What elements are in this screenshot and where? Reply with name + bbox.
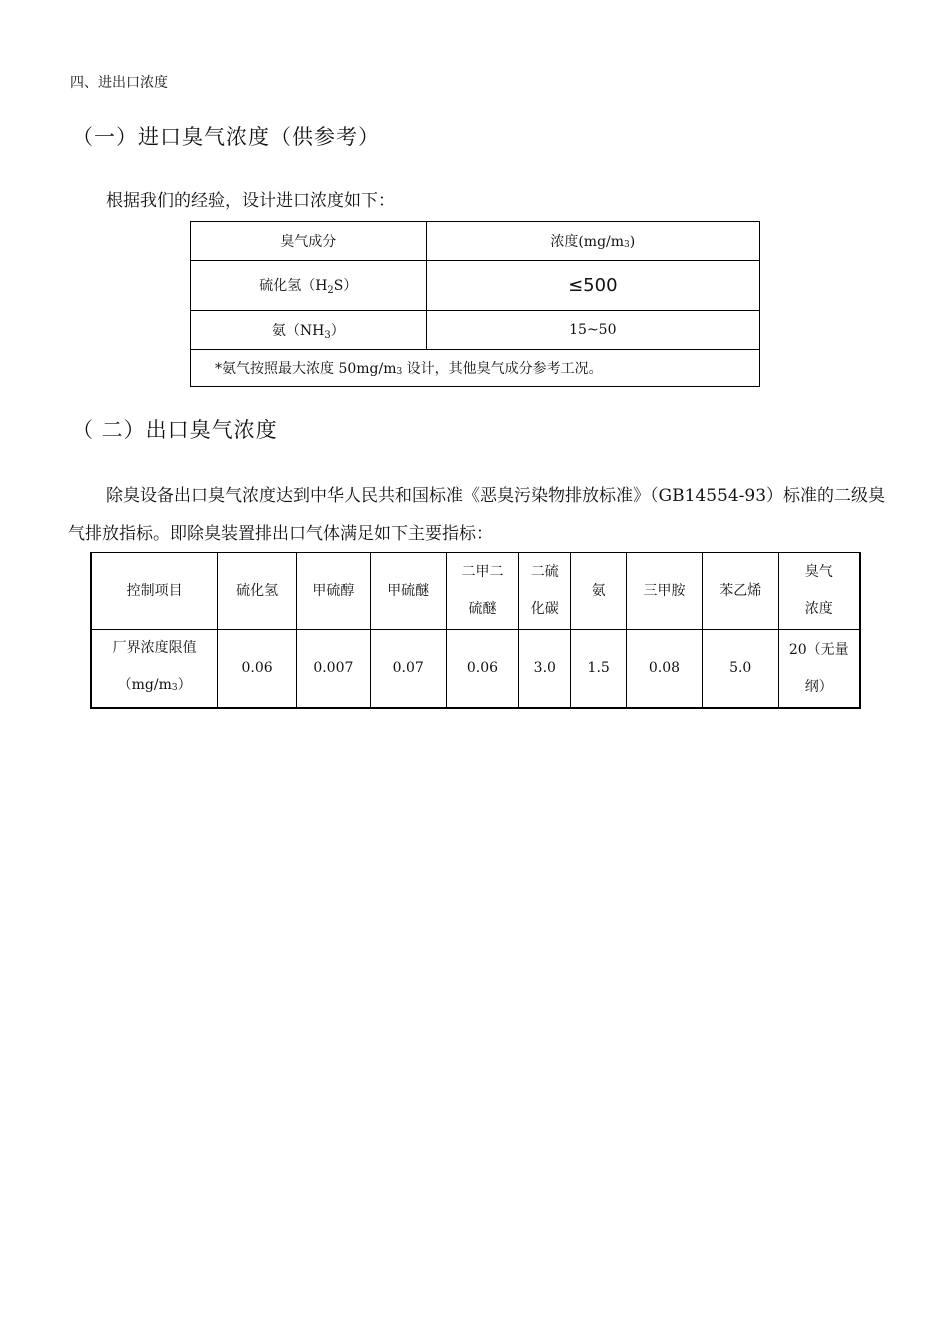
table-header-row xyxy=(91,553,860,630)
inlet-heading: （一）进口臭气浓度（供参考） xyxy=(72,125,380,149)
header-cell: 控制项目 xyxy=(91,553,218,630)
row-label: 厂界浓度限值 $(mg/m^3)$ xyxy=(91,630,218,709)
table-header-row xyxy=(191,222,760,261)
outlet-heading: （ 二）出口臭气浓度 xyxy=(72,418,278,442)
limit-value: 0.08 xyxy=(627,630,703,709)
limit-value: 1.5 xyxy=(571,630,627,709)
section-title: 四、进出口浓度 xyxy=(70,75,168,91)
header-concentration: 浓度$(mg/m^3)$ xyxy=(426,222,759,261)
limit-value: 0.06 xyxy=(446,630,519,709)
outlet-limits-table xyxy=(90,552,861,709)
header-cell: 臭气浓度 xyxy=(778,553,860,630)
header-cell: 二硫化碳 xyxy=(519,553,571,630)
header-cell: 氨 xyxy=(571,553,627,630)
limit-value: 0.06 xyxy=(218,630,297,709)
header-cell: 甲硫醚 xyxy=(370,553,446,630)
header-component: 臭气成分 xyxy=(191,222,427,261)
component-name: 硫化氢$(H_2S)$ xyxy=(191,261,427,311)
table-note: *氨气按照最大浓度 $50mg/m^3$ 设计，其他臭气成分参考工况。 xyxy=(191,350,760,387)
header-cell: 硫化氢 xyxy=(218,553,297,630)
inlet-concentration-table xyxy=(190,221,760,387)
concentration-value: 15~50 xyxy=(426,311,759,350)
component-name: 氨$(NH_3)$ xyxy=(191,311,427,350)
table-row xyxy=(191,261,760,311)
concentration-value: ≤500 xyxy=(426,261,759,311)
header-cell: 甲硫醇 xyxy=(296,553,370,630)
limit-value: 3.0 xyxy=(519,630,571,709)
table-row xyxy=(191,311,760,350)
limit-value: 20（无量纲） xyxy=(778,630,860,709)
header-cell: 二甲二硫醚 xyxy=(446,553,519,630)
outlet-paragraph: 除臭设备出口臭气浓度达到中华人民共和国标准《恶臭污染物排放标准》（GB14554-93）标准的二级臭气排放指标。即除臭装置排出口气体满足如下主要指标： xyxy=(68,486,886,544)
header-cell: 苯乙烯 xyxy=(702,553,778,630)
table-note-row xyxy=(191,350,760,387)
limit-value: 0.07 xyxy=(370,630,446,709)
header-cell: 三甲胺 xyxy=(627,553,703,630)
limit-value: 5.0 xyxy=(702,630,778,709)
limit-value: 0.007 xyxy=(296,630,370,709)
inlet-intro: 根据我们的经验，设计进口浓度如下： xyxy=(106,191,395,211)
table-row xyxy=(91,630,860,709)
